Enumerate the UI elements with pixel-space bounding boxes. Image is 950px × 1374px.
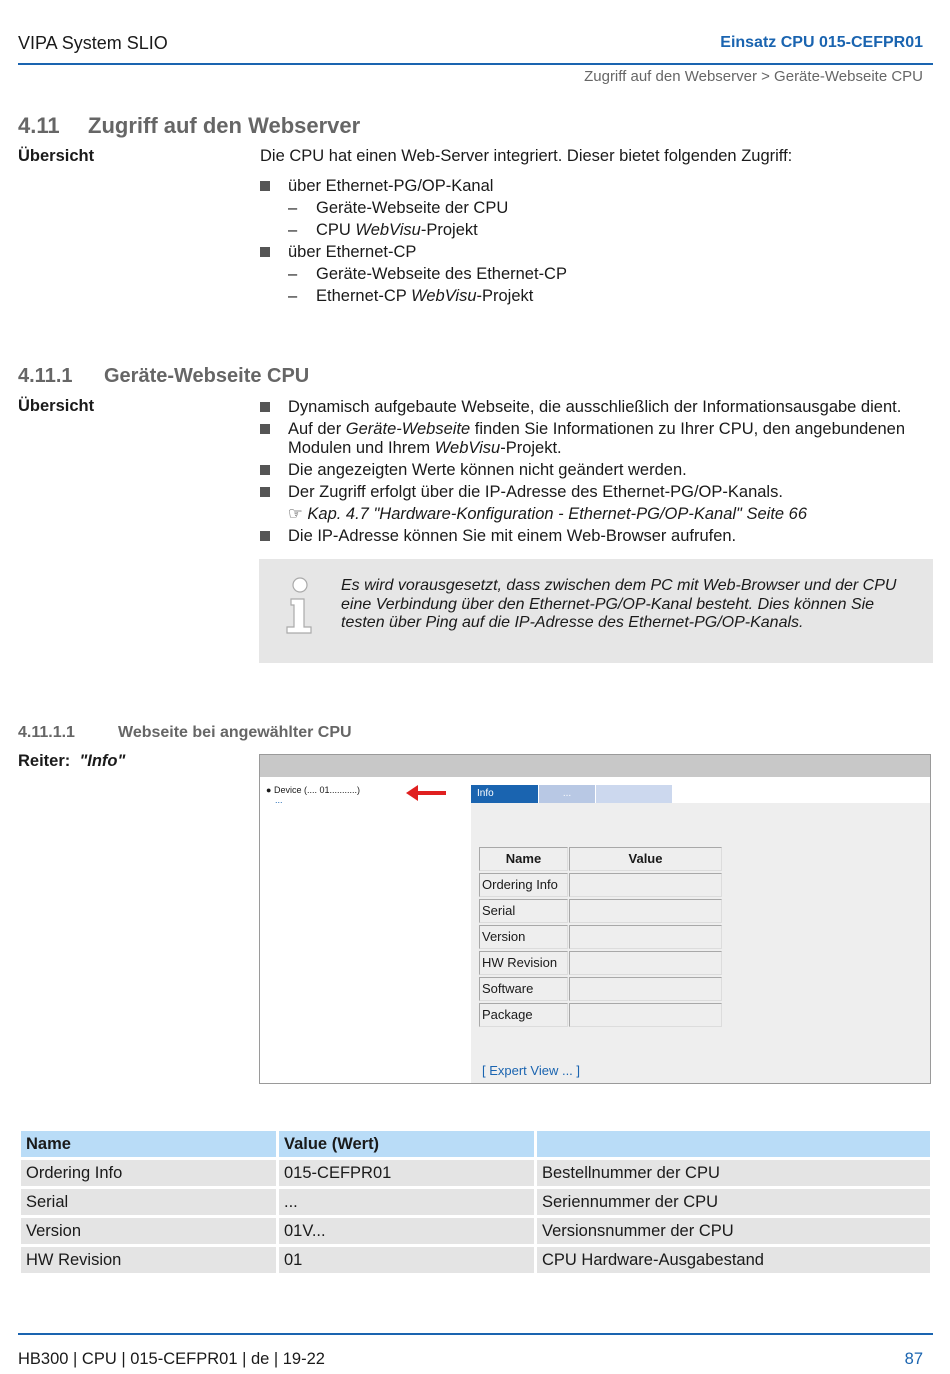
hand-pointer-icon: ☞ [288, 505, 303, 523]
header-divider [18, 63, 933, 65]
grid-row-value [569, 977, 722, 1001]
section-number: 4.11.1 [18, 365, 73, 387]
info-note [259, 559, 933, 663]
table-row [21, 1160, 930, 1186]
browser-top-bar [260, 755, 930, 777]
grid-header-value: Value [569, 847, 722, 871]
section-title: Geräte-Webseite CPU [104, 365, 310, 387]
section-title: Zugriff auf den Webserver [88, 113, 361, 138]
section-number: 4.11.1.1 [18, 724, 75, 741]
grid-row-name: Package [479, 1003, 568, 1027]
red-arrow-icon [404, 783, 448, 803]
tree-item-sub[interactable]: ... [275, 795, 283, 805]
grid-row-name: Version [479, 925, 568, 949]
table-cell: Versionsnummer der CPU [537, 1218, 930, 1244]
bullet-dot-icon: ● [266, 785, 272, 795]
page-number: 87 [904, 1350, 923, 1368]
table-cell: Seriennummer der CPU [537, 1189, 930, 1215]
section-heading-4-11 [18, 113, 360, 139]
tree-item-device[interactable]: ● Device (.... 01...........) [266, 785, 360, 795]
side-label-overview: Übersicht [18, 147, 95, 165]
table-cell: Serial [21, 1189, 276, 1215]
tab-more[interactable]: ... [539, 785, 595, 803]
grid-row-name: Software [479, 977, 568, 1001]
table-cell: Ordering Info [21, 1160, 276, 1186]
bullet-square-icon [260, 247, 270, 257]
bullet-square-icon [260, 424, 270, 434]
section-heading-4-11-1 [18, 365, 309, 388]
section-title: Webseite bei angewählter CPU [118, 724, 352, 741]
side-label-overview: Übersicht [18, 397, 95, 415]
table-header-row [21, 1131, 930, 1157]
table-cell: Version [21, 1218, 276, 1244]
section-number: 4.11 [18, 113, 60, 138]
table-cell: Bestellnummer der CPU [537, 1160, 930, 1186]
intro-text: Die CPU hat einen Web-Server integriert. Dieser bietet folgenden Zugriff: [260, 147, 793, 165]
footer-divider [18, 1333, 933, 1335]
grid-row-name: HW Revision [479, 951, 568, 975]
grid-row-value [569, 925, 722, 949]
footer-doc-id: HB300 | CPU | 015-CEFPR01 | de | 19-22 [18, 1350, 325, 1368]
device-tree [266, 785, 360, 805]
section-heading-4-11-1-1 [18, 724, 352, 742]
bullet-square-icon [260, 465, 270, 475]
breadcrumb: Zugriff auf den Webserver > Geräte-Webseite CPU [584, 68, 923, 85]
tab-empty[interactable] [596, 785, 672, 803]
tab-info[interactable]: Info [471, 785, 538, 803]
table-cell: 015-CEFPR01 [279, 1160, 534, 1186]
table-header-cell [537, 1131, 930, 1157]
table-cell: ... [279, 1189, 534, 1215]
side-label-tab: Reiter: "Info" [18, 752, 126, 770]
table-row [21, 1218, 930, 1244]
bullet-square-icon [260, 402, 270, 412]
grid-header-name: Name [479, 847, 568, 871]
grid-row-value [569, 899, 722, 923]
table-cell: HW Revision [21, 1247, 276, 1273]
grid-row-value [569, 873, 722, 897]
table-row [21, 1189, 930, 1215]
grid-row-value [569, 1003, 722, 1027]
table-cell: CPU Hardware-Ausgabestand [537, 1247, 930, 1273]
table-row [21, 1247, 930, 1273]
table-cell: 01 [279, 1247, 534, 1273]
table-header-cell: Value (Wert) [279, 1131, 534, 1157]
header-chapter: Einsatz CPU 015-CEFPR01 [720, 34, 923, 51]
bullet-square-icon [260, 487, 270, 497]
table-cell: 01V... [279, 1218, 534, 1244]
grid-row-name: Serial [479, 899, 568, 923]
header-title: VIPA System SLIO [18, 33, 168, 53]
table-header-cell: Name [21, 1131, 276, 1157]
info-icon [283, 577, 317, 635]
note-text: Es wird vorausgesetzt, dass zwischen dem PC mit Web-Browser und der CPU eine Verbindung über den Ethernet-PG/OP-Kanal besteht. Dies können Sie testen über Ping auf die IP-Adresse des Ethernet-PG/OP-Kanals. [341, 577, 897, 631]
grid-row-name: Ordering Info [479, 873, 568, 897]
expert-view-link[interactable]: [ Expert View ... ] [482, 1063, 581, 1078]
grid-row-value [569, 951, 722, 975]
info-table [18, 1128, 933, 1276]
bullet-square-icon [260, 531, 270, 541]
webpage-screenshot [259, 754, 931, 1084]
bullet-square-icon [260, 181, 270, 191]
